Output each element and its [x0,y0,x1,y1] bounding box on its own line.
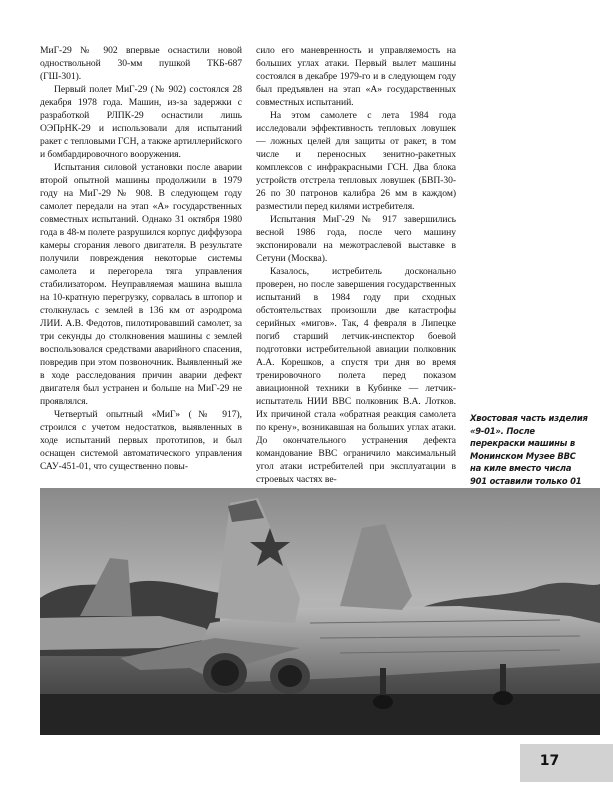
text-column-right [256,44,456,486]
paragraph: МиГ-29 № 902 впервые оснастили новой одноствольной 30-мм пушкой ТКБ-687 (ГШ-301). [40,45,242,82]
paragraph: Первый полет МиГ-29 (№ 902) состоялся 28 декабря 1978 года. Машин, из-за задержки с разработкой РЛПК-29 оснастили лишь ОЭПрНК-29 и использовали для испытаний ракет с тепловыми ГСН, а также артиллерийского и бомбардировочного вооружения. [40,84,242,160]
paragraph: На этом самолете с лета 1984 года исследовали эффективность тепловых ловушек — ложных целей для защиты от ракет, в том числе и переносных зенитно-ракетных комплексов с инфракрасными ГСН. Два блока устройств отстрела тепловых ловушек (БВП-30-26 по 30 патронов калибра 26 мм в каждом) разместили перед килями истребителя. [256,110,456,212]
aircraft-photo [40,488,600,735]
text-column-left [40,44,242,473]
page-number-tab [520,744,613,782]
paragraph: Четвертый опытный «МиГ» (№ 917), строился с учетом недостатков, выявленных в ходе испытаний первых прототипов, и был оснащен системой автоматического управления САУ-451-01, что существенно повы- [40,409,242,472]
paragraph: Казалось, истребитель досконально проверен, но после завершения государственных испытаний в 1984 году при сходных обстоятельствах произошли две катастрофы серийных «мигов». Так, 4 февраля в Липецке погиб старший летчик-инспектор боевой подготовки истребительной авиации полковник А.А. Корешков, а спустя три дня во время тренировочного полета перед показом авиационной техники в Кубинке — летчик-испытатель НИИ ВВС полковник В.А. Лотков. Их причиной стала «обратная реакция самолета по крену», возникавшая на больших углах атаки. До окончательного устранения дефекта командование ВВС ограничило максимальный угол атаки истребителей при эксплуатации в строевых частях ве- [256,266,456,485]
page-number: 17 [539,753,560,769]
paragraph: сило его маневренность и управляемость на больших углах атаки. Первый вылет машины состоялся в декабре 1979-го и в следующем году был предъявлен на этап «А» государственных совместных испытаний. [256,45,456,108]
photo-caption: Хвостовая часть изделия «9-01». После перекраски машины в Монинском Музее ВВС на киле вместо числа 901 оставили только 01 [470,413,588,486]
paragraph: Испытания МиГ-29 № 917 завершились весной 1986 года, после чего машину экспонировали на межотраслевой выставке в Сетуни (Москва). [256,214,456,264]
paragraph: Испытания силовой установки после аварии второй опытной машины продолжили в 1979 году на МиГ-29 № 908. В следующем году самолет передали на этап «А» государственных совместных испытаний. Однако 31 октября 1980 года в 48-м полете разрушился корпус диффузора камеры сгорания левого двигателя. В результате получили повреждения некоторые системы самолета и перегорела тяга управления стабилизатором. Неуправляемая машина вышла на 10-кратную перегрузку, сорвалась в штопор и столкнулась с землей в 136 км от аэродрома ЛИИ. А.В. Федотов, пилотировавший самолет, за три секунды до столкновения машины с землей воспользовался средствами аварийного спасения, повредив при этом позвоночник. Выявленный же в ходе расследования причин аварии дефект двигателя был устранен и больше на МиГ-29 не проявлялся. [40,162,242,407]
